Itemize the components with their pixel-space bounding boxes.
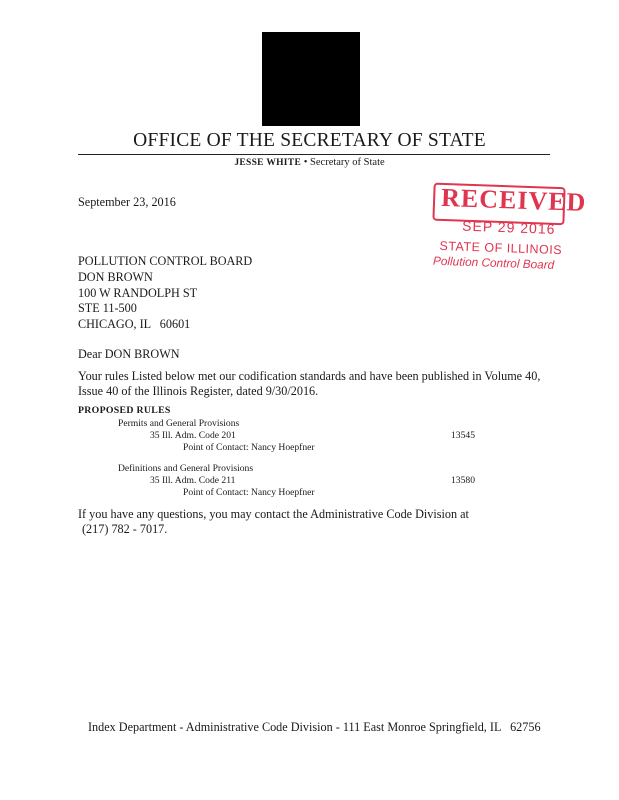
recipient-line-1: POLLUTION CONTROL BOARD	[78, 254, 253, 268]
received-stamp	[428, 181, 587, 286]
officer-line	[0, 157, 619, 168]
stamp-state: STATE OF ILLINOIS	[439, 238, 563, 258]
closing-line-1: If you have any questions, you may contact the Administrative Code Division at	[78, 507, 469, 521]
rules-heading: PROPOSED RULES	[78, 405, 171, 416]
rule-code: 35 Ill. Adm. Code 201	[150, 430, 236, 441]
rule-contact: Point of Contact: Nancy Hoepfner	[183, 487, 315, 498]
stamp-date: SEP 29 2016	[461, 217, 556, 237]
letter-date: September 23, 2016	[78, 195, 176, 209]
recipient-line-5: CHICAGO, IL 60601	[78, 317, 191, 331]
rule-page: 13545	[451, 430, 475, 441]
officer-title: Secretary of State	[310, 157, 385, 168]
rule-code: 35 Ill. Adm. Code 211	[150, 475, 236, 486]
officer-name: JESSE WHITE	[234, 158, 302, 168]
footer-address: Index Department - Administrative Code Division - 111 East Monroe Springfield, IL 62756	[88, 720, 541, 734]
office-title: OFFICE OF THE SECRETARY OF STATE	[133, 130, 486, 151]
bullet-separator: •	[303, 157, 308, 168]
salutation: Dear DON BROWN	[78, 347, 180, 361]
rule-page: 13580	[451, 475, 475, 486]
recipient-line-3: 100 W RANDOLPH ST	[78, 286, 198, 300]
stamp-received: RECEIVED	[440, 182, 587, 217]
stamp-board: Pollution Control Board	[432, 253, 555, 272]
closing-line-2: (217) 782 - 7017.	[82, 522, 168, 536]
rule-title: Definitions and General Provisions	[118, 463, 254, 474]
rule-contact: Point of Contact: Nancy Hoepfner	[183, 442, 315, 453]
recipient-line-4: STE 11-500	[78, 301, 137, 315]
rule-title: Permits and General Provisions	[118, 418, 240, 429]
body-line-2: Issue 40 of the Illinois Register, dated 9/30/2016.	[78, 384, 319, 398]
body-line-1: Your rules Listed below met our codification standards and have been published in Volume 40,	[78, 369, 541, 383]
letterhead-rule	[78, 154, 550, 155]
recipient-line-2: DON BROWN	[78, 270, 153, 284]
state-seal-image	[262, 32, 360, 126]
